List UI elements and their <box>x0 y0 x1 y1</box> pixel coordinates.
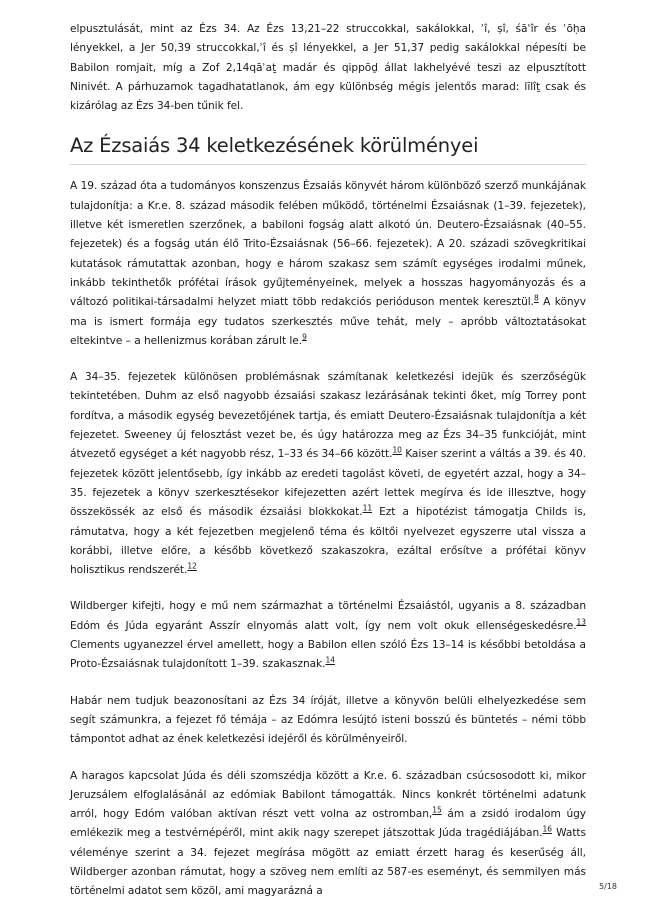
paragraph-text: Wildberger kifejti, hogy e mű nem származhat a történelmi Ézsaiástól, ugyanis a 8. században Edóm és Júda egyaránt Asszír elnyomás alatt volt, így nem volt okuk ellenségeskedésre. <box>70 600 586 632</box>
paragraph-text: A könyv ma is ismert formája egy tudatos szerkesztés műve tehát, mely – apróbb változtatásokat eltekintve – a hellenizmus korában zárult le. <box>70 296 586 347</box>
footnote-link-9[interactable]: 9 <box>302 332 307 342</box>
paragraph-5 <box>70 767 586 902</box>
paragraph-2 <box>70 368 586 580</box>
paragraph-4 <box>70 692 586 750</box>
paragraph-text: A 19. század óta a tudományos konszenzus Ézsaiás könyvét három különböző szerző munkájának tulajdonítja: a Kr.e. 8. század második felében működő, történelmi Ézsaiásnak (1–39. fejezetek), illetve két ismeretlen szerzőnek, a babiloni fogság alatt alkotó ún. Deutero-Ézsaiásnak (40–55. fejezetek) és a fogság után élő Trito-Ézsaiásnak (56–66. fejezetek). A 20. századi szövegkritikai kutatások rámutattak azonban, hogy e három szakasz sem számít egységes irodalmi műnek, inkább tekinthetők prófétai írások gyűjteményeinek, melyek a hosszas hagyományozás és a változó politikai-társadalmi helyzet miatt több redakciós perióduson mentek keresztül. <box>70 180 586 309</box>
paragraph-text: Clements ugyanezzel érvel amellett, hogy a Babilon ellen szóló Ézs 13–14 is későbbi betoldása a Proto-Ézsaiásnak tulajdonított 1–39. szakasznak. <box>70 639 586 671</box>
paragraph-1 <box>70 177 586 351</box>
page-number: 5/18 <box>599 882 617 891</box>
paragraph-text: Ezt a hipotézist támogatja Childs is, rámutatva, hogy a két fejezetben megjelenő téma és költői nyelvezet egyszerre utal vissza a korábbi, illetve előre, a később következő szakaszokra, ezáltal erősítve a prófétai könyv holisztikus rendszerét. <box>70 506 586 577</box>
footnote-link-12[interactable]: 12 <box>187 561 197 571</box>
footnote-link-13[interactable]: 13 <box>576 617 586 627</box>
paragraph-intro-text: elpusztulását, mint az Ézs 34. Az Ézs 13,21–22 struccokkal, sakálokkal, ʾî, ṣî, śāʿîr és ʾōḥa lényekkel, a Jer 50,39 struccokkal,ʾî és ṣî lényekkel, a Jer 51,37 pedig sakálokkal népesíti be Babilon romjait, míg a Zof 2,14qāʾaṯ madár és qippōḏ állat lakhelyévé teszi az elpusztított Ninivét. A párhuzamok tagadhatatlanok, ám egy különbség mégis jelentős marad: līlîṯ csak és kizárólag az Ézs 34-ben tűnik fel. <box>70 23 586 113</box>
footnote-link-8[interactable]: 8 <box>533 293 539 303</box>
footnote-link-16[interactable]: 16 <box>542 824 552 834</box>
footnote-link-11[interactable]: 11 <box>362 503 373 513</box>
footnote-link-15[interactable]: 15 <box>432 805 442 815</box>
paragraph-text: A 34–35. fejezetek különösen problémásnak számítanak keletkezési idejük és szerzőségük tekintetében. Duhm az első nagyobb ézsaiási szakasz lezárásának tekinti őket, míg Torrey pont fordítva, a második egység bevezetőjének tartja, és emiatt Deutero-Ézsaiásnak tulajdonítja a két fejezetet. Sweeney új felosztást vezet be, és úgy határozza meg az Ézs 34–35 funkcióját, mint átvezető egységet a két nagyobb rész, 1–33 és 34–66 között. <box>70 371 586 461</box>
paragraph-intro <box>70 20 586 116</box>
paragraph-3 <box>70 597 586 674</box>
paragraph-text: A haragos kapcsolat Júda és déli szomszédja között a Kr.e. 6. században csúcsosodott ki, mikor Jeruzsálem elfoglalásánál az edómiak Babilont támogatták. Nincs konkrét történelmi adatunk arról, hogy Edóm valóban aktívan részt vett volna az ostromban, <box>70 769 586 821</box>
paragraph-text: Kaiser szerint a váltás a 39. és 40. fejezetek között jelentősebb, így inkább az eredeti tagolást követi, de egyetért azzal, hogy a 34–35. fejezetek a könyv szerkesztésekor kifejezetten azért lettek megírva és ide illesztve, hogy összekössék az első és második ézsaiási blokkokat. <box>70 448 586 519</box>
section-heading: Az Ézsaiás 34 keletkezésének körülményei <box>70 133 586 165</box>
footnote-link-10[interactable]: 10 <box>392 445 402 455</box>
footnote-link-14[interactable]: 14 <box>325 655 335 665</box>
paragraph-text: Watts véleménye szerint a 34. fejezet megírása mögött az emiatt érzett harag és keserűség áll, Wildberger azonban rámutat, hogy a szöveg nem említi az 587-es eseményt, és semmilyen más történelmi adatot sem közöl, ami magyarázná a <box>70 827 586 898</box>
paragraph-text: Habár nem tudjuk beazonosítani az Ézs 34 íróját, illetve a könyvön belüli elhelyezkedése sem segít számunkra, a fejezet fő témája – az Edómra lesújtó isteni bosszú és büntetés – némi több támpontot adhat az ének keletkezési idejéről és körülményeiről. <box>70 694 586 746</box>
paragraph-text: ám a zsidó irodalom úgy emlékezik meg a testvérnépéről, mint akik nagy szerepet játszottak Júda tragédiájában. <box>70 808 586 840</box>
document-page <box>70 20 586 919</box>
